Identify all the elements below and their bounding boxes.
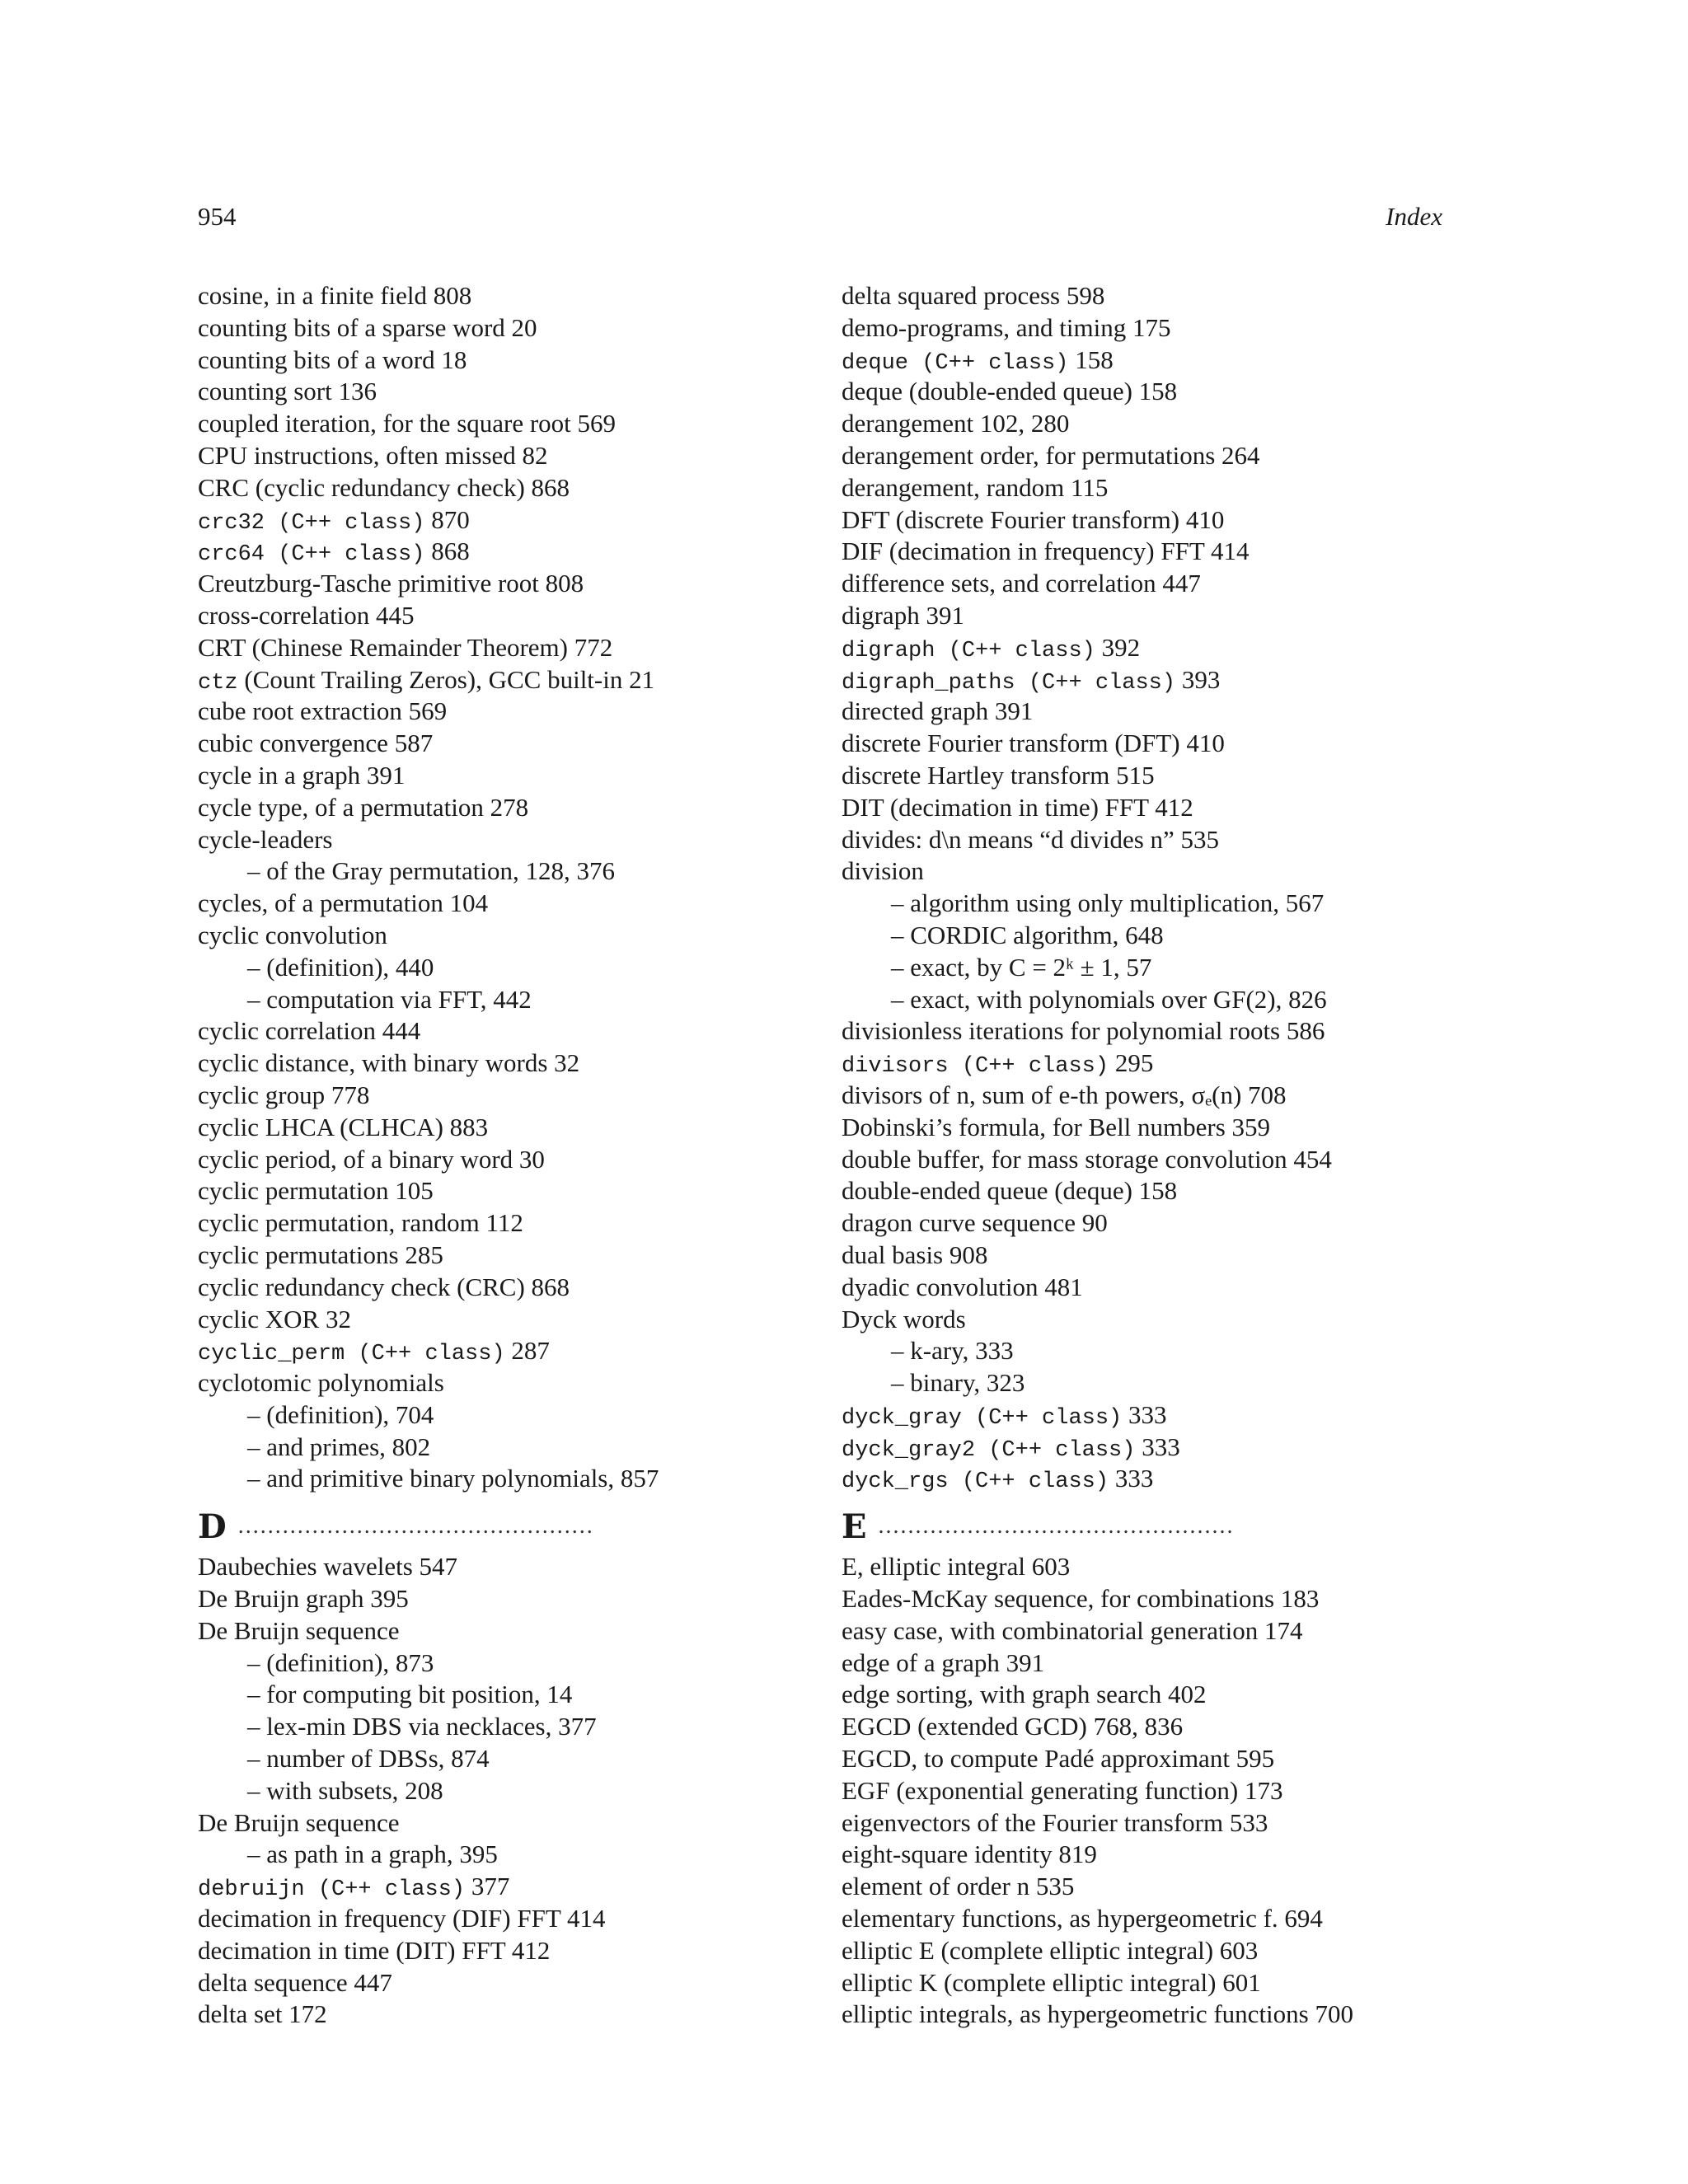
entry-text: CRT (Chinese Remainder Theorem) 772 xyxy=(198,632,613,662)
entry-text: cross-correlation 445 xyxy=(198,600,415,630)
entry-text: – algorithm using only multiplication, 567 xyxy=(891,888,1325,918)
entry-text: 870 xyxy=(424,504,470,534)
index-entry xyxy=(198,472,824,504)
index-entry xyxy=(198,376,824,408)
entry-text: cycle-leaders xyxy=(198,824,333,854)
section-heading xyxy=(198,1507,824,1548)
index-entry xyxy=(198,1240,824,1272)
entry-text: – lex-min DBS via necklaces, 377 xyxy=(247,1712,597,1741)
entry-text: CPU instructions, often missed 82 xyxy=(198,440,548,470)
index-entry xyxy=(842,1207,1468,1240)
entry-text: discrete Hartley transform 515 xyxy=(842,760,1155,790)
index-entry xyxy=(198,696,824,728)
entry-text: cyclic LHCA (CLHCA) 883 xyxy=(198,1112,489,1141)
index-subentry xyxy=(198,1432,824,1464)
entry-text: cyclic group 778 xyxy=(198,1080,370,1109)
entry-text: cyclic distance, with binary words 32 xyxy=(198,1048,580,1078)
entry-text: – number of DBSs, 874 xyxy=(247,1744,490,1774)
index-subentry xyxy=(198,1743,824,1775)
index-subentry xyxy=(198,1647,824,1680)
entry-text: De Bruijn graph 395 xyxy=(198,1584,409,1614)
entry-text: – (definition), 704 xyxy=(247,1399,434,1429)
entry-text: 158 xyxy=(1068,344,1114,374)
entry-text: elementary functions, as hypergeometric f. 694 xyxy=(842,1904,1323,1933)
entry-text: – k-ary, 333 xyxy=(891,1336,1014,1366)
entry-text: deque (double-ended queue) 158 xyxy=(842,377,1178,406)
index-entry xyxy=(842,1903,1468,1935)
index-entry xyxy=(198,824,824,856)
index-entry xyxy=(842,855,1468,888)
index-subentry xyxy=(198,1711,824,1743)
index-subentry xyxy=(198,1775,824,1807)
index-entry xyxy=(198,1583,824,1615)
index-entry xyxy=(842,1615,1468,1647)
index-entry xyxy=(842,1015,1468,1047)
index-entry xyxy=(198,1335,824,1367)
entry-text: derangement, random 115 xyxy=(842,472,1109,502)
index-entry xyxy=(842,632,1468,664)
entry-text: counting bits of a word 18 xyxy=(198,344,467,374)
index-entry xyxy=(198,888,824,920)
code-term: dyck_rgs (C++ class) xyxy=(842,1469,1109,1495)
entry-text: DIT (decimation in time) FFT 412 xyxy=(842,792,1193,822)
entry-text: cyclic convolution xyxy=(198,920,387,949)
index-subentry xyxy=(842,888,1468,920)
entry-text: cyclic permutations 285 xyxy=(198,1240,443,1269)
index-entry xyxy=(842,376,1468,408)
entry-text: directed graph 391 xyxy=(842,696,1034,726)
index-entry xyxy=(842,1839,1468,1871)
index-entry xyxy=(842,1080,1468,1112)
entry-text: elliptic K (complete elliptic integral) 601 xyxy=(842,1967,1261,1997)
index-entry xyxy=(842,1112,1468,1144)
index-subentry xyxy=(842,952,1468,984)
index-entry xyxy=(842,696,1468,728)
index-entry xyxy=(198,1367,824,1399)
section-dot-leader: ................................................ xyxy=(878,1513,1235,1540)
index-subentry xyxy=(198,855,824,888)
code-term: deque (C++ class) xyxy=(842,350,1069,376)
entry-text: edge sorting, with graph search 402 xyxy=(842,1680,1207,1709)
entry-text: divisionless iterations for polynomial roots 586 xyxy=(842,1016,1325,1046)
code-term: digraph (C++ class) xyxy=(842,638,1095,663)
index-entry xyxy=(198,312,824,344)
code-term: dyck_gray (C++ class) xyxy=(842,1405,1123,1431)
index-entry xyxy=(198,1144,824,1176)
index-entry xyxy=(198,440,824,472)
code-term: crc64 (C++ class) xyxy=(198,542,425,568)
entry-text: double buffer, for mass storage convolution 454 xyxy=(842,1144,1332,1174)
page-header xyxy=(198,202,1442,243)
index-entry xyxy=(842,568,1468,600)
index-entry xyxy=(842,440,1468,472)
entry-text: Daubechies wavelets 547 xyxy=(198,1552,458,1582)
index-entry xyxy=(842,1647,1468,1680)
index-subentry xyxy=(198,1463,824,1495)
entry-text: cube root extraction 569 xyxy=(198,696,448,726)
index-entry xyxy=(198,920,824,952)
index-subentry xyxy=(842,920,1468,952)
index-entry xyxy=(842,1807,1468,1840)
index-entry xyxy=(198,792,824,824)
entry-text: (Count Trailing Zeros), GCC built-in 21 xyxy=(237,664,655,694)
entry-text: counting sort 136 xyxy=(198,377,377,406)
entry-text: eight-square identity 819 xyxy=(842,1840,1097,1869)
index-entry xyxy=(842,664,1468,696)
code-term: dyck_gray2 (C++ class) xyxy=(842,1437,1136,1463)
index-entry xyxy=(842,1144,1468,1176)
code-term: crc32 (C++ class) xyxy=(198,510,425,536)
entry-text: cyclic XOR 32 xyxy=(198,1304,351,1333)
entry-text: – binary, 323 xyxy=(891,1368,1025,1398)
index-entry xyxy=(842,1399,1468,1432)
code-term: ctz xyxy=(198,670,238,696)
index-entry xyxy=(842,600,1468,632)
entry-text: 393 xyxy=(1175,664,1221,694)
entry-text: EGF (exponential generating function) 173 xyxy=(842,1775,1283,1805)
entry-text: EGCD, to compute Padé approximant 595 xyxy=(842,1744,1275,1774)
index-entry xyxy=(198,280,824,312)
index-entry xyxy=(842,1304,1468,1336)
entry-text: – with subsets, 208 xyxy=(247,1775,443,1805)
entry-text: 868 xyxy=(424,537,470,566)
index-entry xyxy=(198,1615,824,1647)
index-entry xyxy=(842,1711,1468,1743)
index-entry xyxy=(198,1551,824,1583)
entry-text: 377 xyxy=(465,1872,510,1901)
entry-text: divisors of n, sum of e-th powers, σₑ(n) 708 xyxy=(842,1080,1287,1109)
entry-text: cubic convergence 587 xyxy=(198,729,434,758)
index-entry xyxy=(198,1112,824,1144)
index-entry xyxy=(842,408,1468,440)
index-entry xyxy=(842,1551,1468,1583)
entry-text: cyclic correlation 444 xyxy=(198,1016,421,1046)
entry-text: cycle in a graph 391 xyxy=(198,760,406,790)
entry-text: 333 xyxy=(1122,1399,1167,1429)
entry-text: – of the Gray permutation, 128, 376 xyxy=(247,856,615,886)
index-subentry xyxy=(198,1399,824,1432)
code-term: debruijn (C++ class) xyxy=(198,1877,466,1903)
entry-text: De Bruijn sequence xyxy=(198,1807,400,1837)
section-letter: E xyxy=(842,1507,867,1547)
entry-text: DFT (discrete Fourier transform) 410 xyxy=(842,504,1225,534)
section-letter: D xyxy=(198,1507,227,1547)
index-entry xyxy=(198,1015,824,1047)
index-entry xyxy=(842,1175,1468,1207)
index-entry xyxy=(842,1967,1468,1999)
index-entry xyxy=(842,1679,1468,1711)
entry-text: dragon curve sequence 90 xyxy=(842,1208,1108,1238)
index-entry xyxy=(842,1583,1468,1615)
entry-text: dual basis 908 xyxy=(842,1240,988,1269)
entry-text: – for computing bit position, 14 xyxy=(247,1680,573,1709)
index-entry xyxy=(842,792,1468,824)
entry-text: EGCD (extended GCD) 768, 836 xyxy=(842,1712,1184,1741)
index-entry xyxy=(842,1871,1468,1903)
index-entry xyxy=(198,632,824,664)
index-entry xyxy=(842,344,1468,377)
entry-text: difference sets, and correlation 447 xyxy=(842,569,1201,598)
index-entry xyxy=(198,1967,824,1999)
index-entry xyxy=(198,344,824,377)
index-entry xyxy=(198,1080,824,1112)
index-entry xyxy=(198,1999,824,2031)
entry-text: cyclic permutation 105 xyxy=(198,1176,434,1206)
entry-text: delta sequence 447 xyxy=(198,1967,392,1997)
index-entry xyxy=(842,824,1468,856)
entry-text: 333 xyxy=(1109,1464,1154,1493)
entry-text: divides: d\n means “d divides n” 535 xyxy=(842,824,1220,854)
entry-text: De Bruijn sequence xyxy=(198,1615,400,1645)
index-entry xyxy=(842,280,1468,312)
index-entry xyxy=(842,1432,1468,1464)
entry-text: dyadic convolution 481 xyxy=(842,1272,1083,1301)
entry-text: decimation in frequency (DIF) FFT 414 xyxy=(198,1904,606,1933)
index-entry xyxy=(198,1903,824,1935)
index-entry xyxy=(842,728,1468,760)
index-entry xyxy=(198,1272,824,1304)
index-entry xyxy=(842,312,1468,344)
index-entry xyxy=(198,1304,824,1336)
entry-text: E, elliptic integral 603 xyxy=(842,1552,1071,1582)
code-term: divisors (C++ class) xyxy=(842,1054,1109,1080)
index-entry xyxy=(842,1047,1468,1080)
entry-text: delta squared process 598 xyxy=(842,281,1105,310)
entry-text: 392 xyxy=(1095,632,1141,662)
entry-text: – and primes, 802 xyxy=(247,1432,431,1461)
index-entry xyxy=(198,728,824,760)
index-entry xyxy=(198,568,824,600)
index-entry xyxy=(842,472,1468,504)
code-term: cyclic_perm (C++ class) xyxy=(198,1342,505,1367)
index-entry xyxy=(842,1935,1468,1967)
index-entry xyxy=(842,1240,1468,1272)
entry-text: delta set 172 xyxy=(198,1999,327,2029)
entry-text: – (definition), 440 xyxy=(247,952,434,982)
entry-text: eigenvectors of the Fourier transform 533 xyxy=(842,1807,1268,1837)
entry-text: 333 xyxy=(1135,1432,1180,1461)
entry-text: cyclic permutation, random 112 xyxy=(198,1208,523,1238)
running-head: Index xyxy=(1386,202,1442,231)
index-entry xyxy=(198,600,824,632)
index-entry xyxy=(842,1775,1468,1807)
index-entry xyxy=(198,760,824,792)
entry-text: easy case, with combinatorial generation 174 xyxy=(842,1615,1303,1645)
entry-text: Dobinski’s formula, for Bell numbers 359 xyxy=(842,1112,1271,1141)
entry-text: digraph 391 xyxy=(842,600,964,630)
entry-text: cosine, in a finite field 808 xyxy=(198,281,472,310)
index-entry xyxy=(842,536,1468,568)
code-term: digraph_paths (C++ class) xyxy=(842,670,1176,696)
entry-text: elliptic E (complete elliptic integral) 603 xyxy=(842,1935,1259,1965)
index-subentry xyxy=(842,1335,1468,1367)
entry-text: division xyxy=(842,856,924,886)
entry-text: Dyck words xyxy=(842,1304,966,1333)
index-entry xyxy=(842,1743,1468,1775)
entry-text: derangement 102, 280 xyxy=(842,409,1070,438)
entry-text: discrete Fourier transform (DFT) 410 xyxy=(842,729,1225,758)
index-entry xyxy=(198,504,824,537)
entry-text: – and primitive binary polynomials, 857 xyxy=(247,1464,659,1493)
index-entry xyxy=(842,1463,1468,1495)
index-entry xyxy=(842,760,1468,792)
entry-text: – exact, with polynomials over GF(2), 826 xyxy=(891,984,1327,1014)
entry-text: cyclic redundancy check (CRC) 868 xyxy=(198,1272,570,1301)
page-number: 954 xyxy=(198,202,237,231)
section-heading xyxy=(842,1507,1468,1548)
entry-text: – CORDIC algorithm, 648 xyxy=(891,920,1164,949)
entry-text: cyclic period, of a binary word 30 xyxy=(198,1144,545,1174)
index-subentry xyxy=(198,984,824,1016)
index-entry xyxy=(842,1999,1468,2031)
entry-text: Creutzburg-Tasche primitive root 808 xyxy=(198,569,584,598)
index-entry xyxy=(198,536,824,568)
index-entry xyxy=(198,1047,824,1080)
index-column-left xyxy=(198,280,824,2031)
index-entry xyxy=(198,1175,824,1207)
entry-text: element of order n 535 xyxy=(842,1872,1075,1901)
entry-text: CRC (cyclic redundancy check) 868 xyxy=(198,472,570,502)
index-column-right xyxy=(842,280,1468,2031)
index-entry xyxy=(198,1935,824,1967)
index-subentry xyxy=(842,984,1468,1016)
entry-text: cycle type, of a permutation 278 xyxy=(198,792,529,822)
entry-text: coupled iteration, for the square root 569 xyxy=(198,409,617,438)
index-entry xyxy=(198,408,824,440)
entry-text: demo-programs, and timing 175 xyxy=(842,312,1171,342)
index-entry xyxy=(842,504,1468,537)
entry-text: decimation in time (DIT) FFT 412 xyxy=(198,1935,551,1965)
entry-text: – as path in a graph, 395 xyxy=(247,1840,498,1869)
index-entry xyxy=(198,664,824,696)
index-entry xyxy=(842,1272,1468,1304)
entry-text: derangement order, for permutations 264 xyxy=(842,440,1260,470)
entry-text: elliptic integrals, as hypergeometric functions 700 xyxy=(842,1999,1353,2029)
index-subentry xyxy=(198,1679,824,1711)
entry-text: – exact, by C = 2ᵏ ± 1, 57 xyxy=(891,952,1152,982)
entry-text: DIF (decimation in frequency) FFT 414 xyxy=(842,537,1250,566)
entry-text: counting bits of a sparse word 20 xyxy=(198,312,537,342)
entry-text: Eades-McKay sequence, for combinations 183 xyxy=(842,1584,1320,1614)
entry-text: 295 xyxy=(1109,1048,1154,1078)
index-subentry xyxy=(198,952,824,984)
entry-text: cycles, of a permutation 104 xyxy=(198,888,489,918)
entry-text: cyclotomic polynomials xyxy=(198,1368,444,1398)
entry-text: – computation via FFT, 442 xyxy=(247,984,532,1014)
section-dot-leader: ................................................ xyxy=(237,1513,594,1540)
index-subentry xyxy=(842,1367,1468,1399)
index-entry xyxy=(198,1207,824,1240)
entry-text: double-ended queue (deque) 158 xyxy=(842,1176,1178,1206)
index-entry xyxy=(198,1871,824,1903)
entry-text: edge of a graph 391 xyxy=(842,1647,1045,1677)
index-subentry xyxy=(198,1839,824,1871)
entry-text: – (definition), 873 xyxy=(247,1647,434,1677)
index-entry xyxy=(198,1807,824,1840)
entry-text: 287 xyxy=(504,1336,550,1366)
